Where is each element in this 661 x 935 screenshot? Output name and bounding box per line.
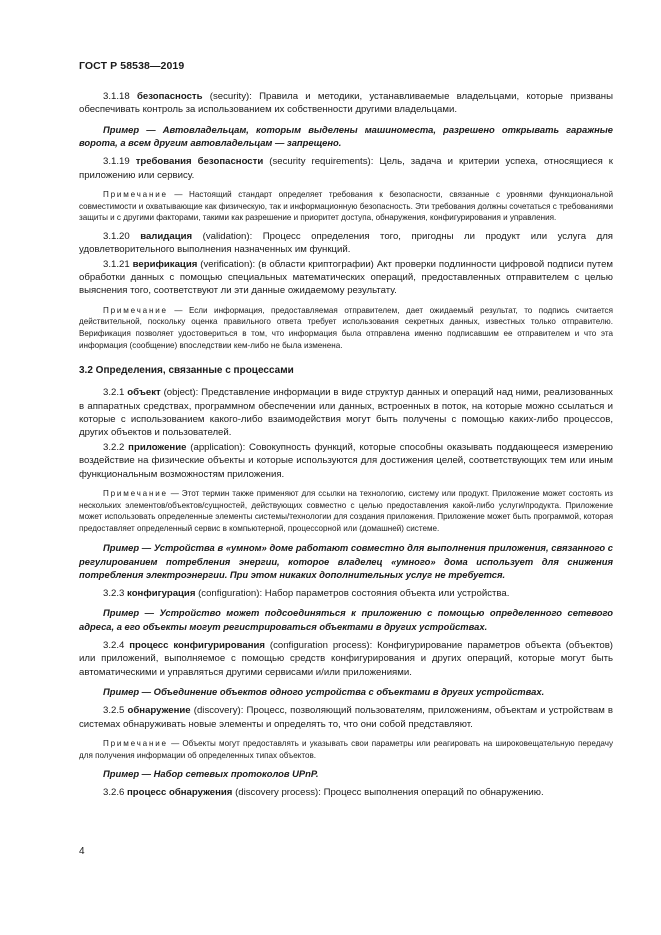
- term-entry: 3.2.6 процесс обнаружения (discovery process): Процесс выполнения операций по обнаружению.: [103, 787, 544, 799]
- term-entry: 3.2.1 объект (object): Представление информации в виде структур данных и операций над ними, реализованных в аппаратных средствах, программном обеспечении или данных, встроенных в поток, на которые можно ссылаться и которые с использованием какого-либо взаимодействия могут быть получены с помощью каких-либо процессов, других объектов и пользователей.: [79, 387, 613, 439]
- example: Пример — Устройство может подсоединяться к приложению с помощью определенного сетевого адреса, а его объекты могут регистрироваться объектами в других устройствах.: [79, 607, 613, 632]
- note: Примечание — Этот термин также применяют для ссылки на технологию, систему или продукт. Приложение может состоять из нескольких элементов/объектов/сущностей, действующих совместно с целью предоставления какой-либо услуги/продукта. Приложение может использовать определенные элементы системы/технологии для создания приложения. Приложение может быть программой, которая предоставляет определенный сервис в компьютерной, процессорной или (домашней) системе.: [79, 489, 613, 533]
- standard-header: ГОСТ Р 58538—2019: [79, 60, 185, 72]
- term-entry: 3.2.3 конфигурация (configuration): Набор параметров состояния объекта или устройства.: [103, 588, 510, 600]
- example: Пример — Набор сетевых протоколов UPnP.: [103, 768, 319, 780]
- term-entry: 3.1.20 валидация (validation): Процесс определения того, пригодны ли продукт или услуга для удовлетворительного выполнения назначенных им функций.: [79, 230, 613, 256]
- page-number: 4: [79, 846, 85, 857]
- term-entry: 3.2.2 приложение (application): Совокупность функций, которые способны оказывать поддающееся измерению воздействие на физические объекты и которые используются для достижения целей, соответствующих тем или иным функциональным возможностям приложения.: [79, 441, 613, 480]
- section-title: 3.2 Определения, связанные с процессами: [79, 365, 294, 377]
- note: Примечание — Объекты могут предоставлять и указывать свои параметры или реагировать на широковещательную передачу для получения информации об определенных типах объектов.: [79, 739, 613, 760]
- example: Пример — Устройства в «умном» доме работают совместно для выполнения приложения, связанного с регулированием потребления энергии, которое владелец «умного» дома использует для снижения потребления электроэнергии. При этом никаких дополнительных услуг не требуется.: [79, 542, 613, 580]
- term-entry: 3.1.21 верификация (verification): (в области криптографии) Акт проверки подлинности цифровой подписи путем обработки данных с помощью специальных математических операций, предоставленных отправителем с целью выяснения того, соответствуют ли эти данные ожидаемому результату.: [79, 258, 614, 297]
- term-entry: 3.1.18 безопасность (security): Правила и методики, устанавливаемые владельцами, которые призваны обеспечивать контроль за использованием их собственности другими владельцами.: [79, 91, 614, 116]
- example: Пример — Автовладельцам, которым выделены машиноместа, разрешено открывать гаражные ворота, а всем другим автовладельцам — запрещено.: [79, 123, 613, 149]
- example: Пример — Объединение объектов одного устройства с объектами в других устройствах.: [103, 686, 545, 698]
- note: Примечание — Настоящий стандарт определяет требования к безопасности, связанные с уровнями функциональной совместимости и охватывающие как физическую, так и информационную безопасность. Эти требования должны сочетаться с требованиями защиты и с другими факторами, такими как разрешение и приоритет доступа, обнаружения, конфигурирования и управления.: [79, 190, 613, 223]
- term-entry: 3.2.4 процесс конфигурирования (configuration process): Конфигурирование параметров объекта (объектов) или приложений, выполняемое с помощью средств конфигурирования и других операций, которые могут быть автоматическими и управляться другими сервисами и/или приложениями.: [79, 639, 613, 678]
- page-content: [79, 90, 613, 800]
- note: Примечание — Если информация, предоставляемая отправителем, дает ожидаемый результат, то подпись считается действительной, поскольку оценка правильного ответа требует использования секретных данных, известных только отправителю. Верификация позволяет удостовериться в том, что информация была отправлена именно подписавшим ее отправителем и что эта информация (сообщение) впоследствии кем-либо не была изменена.: [79, 305, 613, 350]
- term-entry: 3.1.19 требования безопасности (security requirements): Цель, задача и критерии успеха, относящиеся к приложению или сервису.: [79, 156, 613, 181]
- term-entry: 3.2.5 обнаружение (discovery): Процесс, позволяющий пользователям, приложениям, объектам и устройствам в системах обнаруживать новые элементы и определять то, что они собой представляют.: [79, 705, 614, 730]
